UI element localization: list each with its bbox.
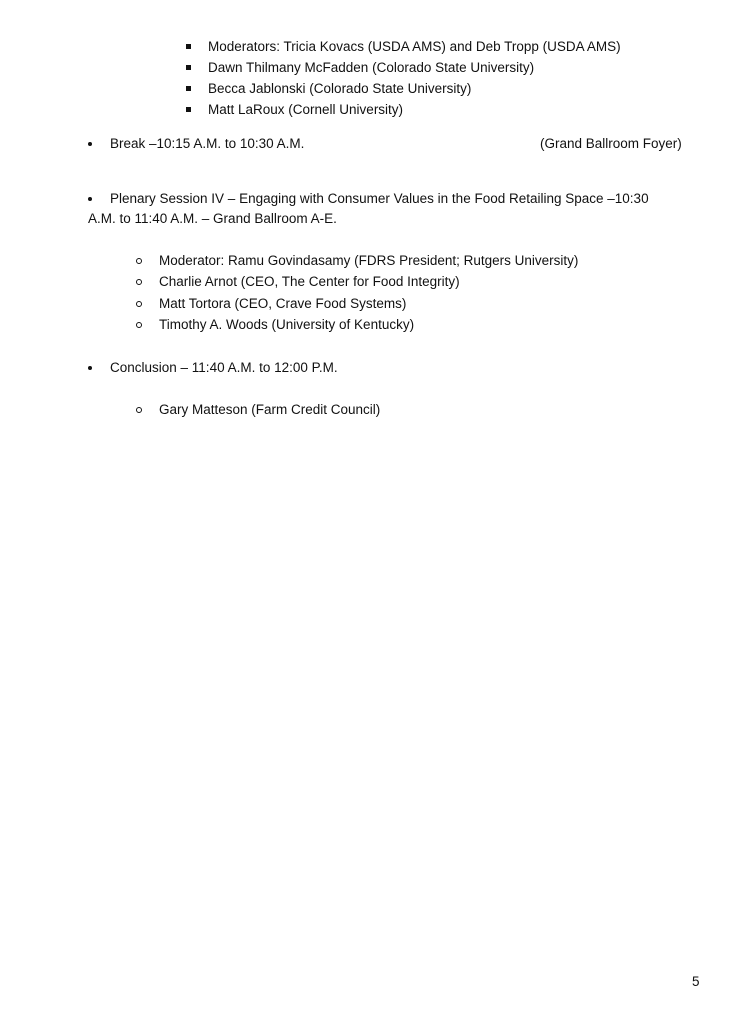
list-item: Becca Jablonski (Colorado State University) (208, 81, 472, 96)
break-location: (Grand Ballroom Foyer) (540, 136, 682, 151)
list-item: Timothy A. Woods (University of Kentucky) (159, 317, 415, 332)
circle-bullet-icon (136, 301, 142, 307)
bullet-icon (88, 197, 92, 201)
conclusion-label: Conclusion – 11:40 A.M. to 12:00 P.M. (110, 360, 338, 375)
plenary-title-line2: A.M. to 11:40 A.M. – Grand Ballroom A-E. (88, 211, 337, 226)
list-item: Moderators: Tricia Kovacs (USDA AMS) and Deb Tropp (USDA AMS) (208, 39, 621, 54)
square-bullet-icon (186, 86, 191, 91)
circle-bullet-icon (136, 258, 142, 264)
circle-bullet-icon (136, 407, 142, 413)
square-bullet-icon (186, 44, 191, 49)
list-item: Dawn Thilmany McFadden (Colorado State University) (208, 60, 535, 75)
square-bullet-icon (186, 107, 191, 112)
page-number: 5 (692, 974, 700, 989)
plenary-title-line1: Plenary Session IV – Engaging with Consumer Values in the Food Retailing Space –10:30 (110, 191, 649, 206)
bullet-icon (88, 366, 92, 370)
circle-bullet-icon (136, 279, 142, 285)
list-item: Gary Matteson (Farm Credit Council) (159, 402, 381, 417)
list-item: Matt LaRoux (Cornell University) (208, 102, 404, 117)
circle-bullet-icon (136, 322, 142, 328)
list-item: Moderator: Ramu Govindasamy (FDRS President; Rutgers University) (159, 253, 579, 268)
list-item: Charlie Arnot (CEO, The Center for Food Integrity) (159, 274, 460, 289)
list-item: Matt Tortora (CEO, Crave Food Systems) (159, 296, 407, 311)
bullet-icon (88, 142, 92, 146)
break-label: Break –10:15 A.M. to 10:30 A.M. (110, 136, 305, 151)
square-bullet-icon (186, 65, 191, 70)
